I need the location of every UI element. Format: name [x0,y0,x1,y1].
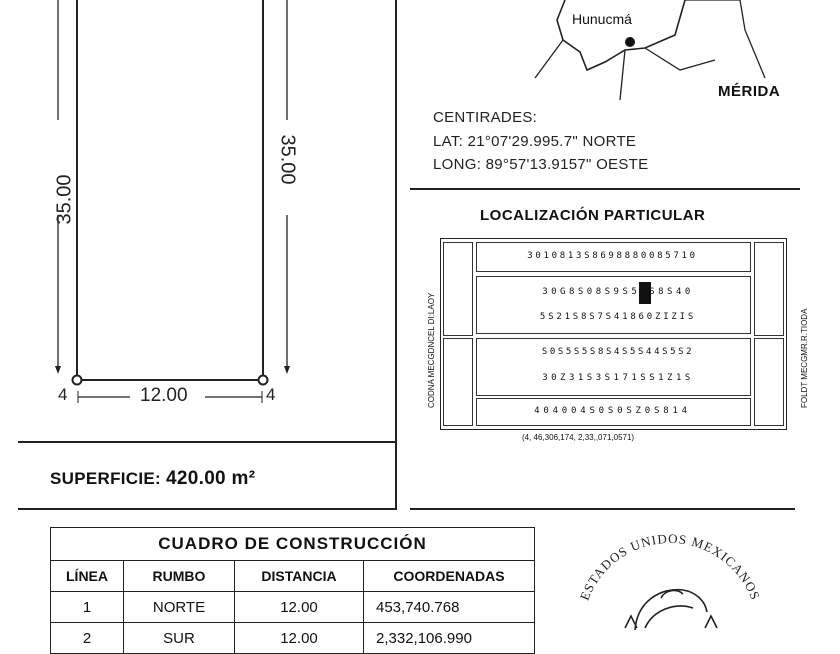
row1-coordenadas: 453,740.768 [364,592,535,623]
right-section-divider-1 [410,188,800,190]
block-right-bottom [754,338,784,426]
vertex-right-label: 4 [266,385,276,404]
block-row-2: 30G8S08S9S5FS8S40 [542,287,694,297]
hunucma-location-dot [625,37,635,47]
eagle-emblem [625,590,717,630]
block-right-top [754,242,784,336]
left-dimension-label: 35.00 [53,174,76,225]
row1-rumbo: NORTE [124,592,235,623]
left-frame-top-divider [18,441,396,443]
region-boundary-se [645,48,715,70]
vertex-left-marker [73,376,82,385]
header-linea: LÍNEA [51,561,124,592]
vertex-right-marker [259,376,268,385]
cuadro-title: CUADRO DE CONSTRUCCIÓN [51,528,535,561]
block-row-4: S0S5S5S8S4S5S44S5S2 [541,347,695,357]
block-mid-upper [476,276,751,334]
vertex-left-label: 4 [58,385,68,404]
left-frame-bottom-divider [18,508,396,510]
row2-coordenadas: 2,332,106.990 [364,623,535,654]
right-dim-arrow [284,366,290,374]
cuadro-construccion-table [50,527,535,654]
region-boundary-south [620,50,625,100]
row2-linea: 2 [51,623,124,654]
row2-distancia: 12.00 [235,623,364,654]
left-street-label: CODNA MECGDNCEL DI:LAOY [427,292,436,408]
block-left-top [443,242,473,336]
bottom-dimension-label: 12.00 [140,385,188,406]
block-row-1: 3010813S8698880085710 [527,251,698,261]
localizacion-title: LOCALIZACIÓN PARTICULAR [480,207,706,224]
header-distancia: DISTANCIA [235,561,364,592]
row1-linea: 1 [51,592,124,623]
block-plan-footer: (4, 46,306,174, 2,33,,071,0571) [522,433,635,442]
row1-distancia: 12.00 [235,592,364,623]
right-section-divider-2 [410,508,795,510]
seal-text: ESTADOS UNIDOS MEXICANOS [576,532,764,603]
block-left-bottom [443,338,473,426]
left-dim-arrow [55,366,61,374]
region-boundary-east [685,0,765,78]
block-row-3: 5S21S8S7S41860ZIZIS [539,312,697,322]
block-row-5: 30Z31S3S171SS1Z1S [542,373,694,383]
row2-rumbo: SUR [124,623,235,654]
national-seal [565,532,775,630]
right-street-label: FOLDT MECGMR.R.TIODA [800,308,809,408]
table-row [51,592,535,623]
table-row [51,623,535,654]
map-city-hunucma: Hunucmá [572,11,632,27]
header-rumbo: RUMBO [124,561,235,592]
region-boundary-west [535,40,563,78]
superficie-value: 420.00 m² [166,468,256,489]
right-dimension-label: 35.00 [276,134,299,185]
map-city-merida: MÉRIDA [718,83,781,100]
block-row-6: 404004S0S0SZ0S814 [534,406,691,416]
coordinates-latitude: LAT: 21°07'29.995.7" NORTE [433,133,637,150]
coordinates-longitude: LONG: 89°57'13.9157" OESTE [433,156,649,173]
superficie-text [50,468,255,490]
header-coordenadas: COORDENADAS [364,561,535,592]
superficie-label: SUPERFICIE: [50,469,161,488]
coordinates-heading: CENTIRADES: [433,109,538,126]
